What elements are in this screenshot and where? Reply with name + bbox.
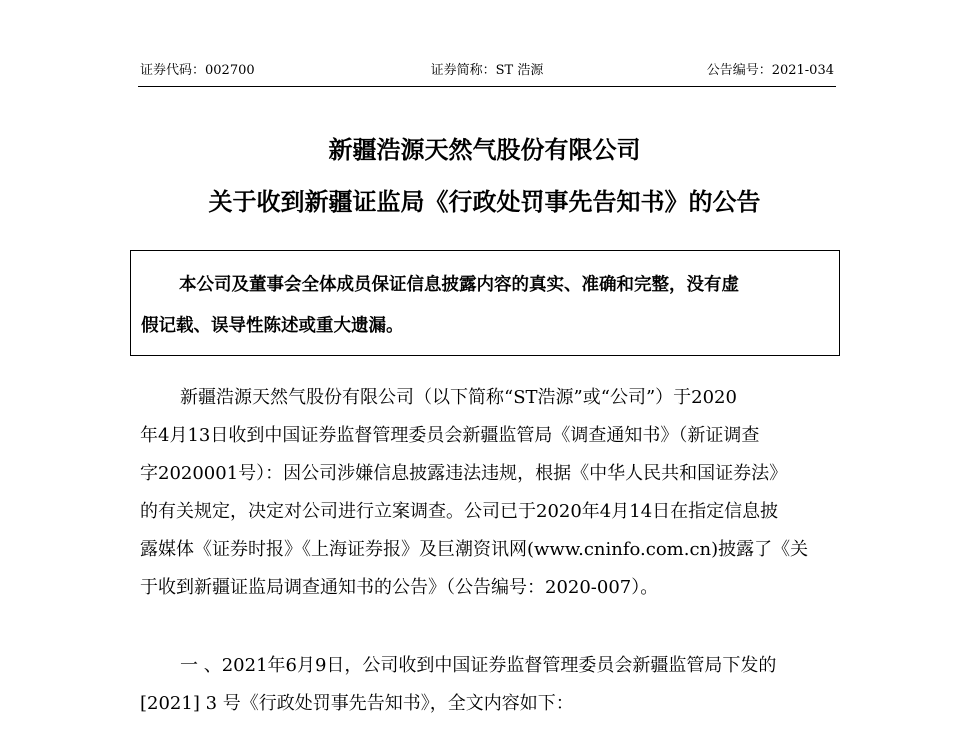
paragraph-line: 一 、2021年6月9日，公司收到中国证券监督管理委员会新疆监管局下发的: [180, 655, 777, 676]
security-abbreviation: 证券简称：ST 浩源: [430, 63, 544, 78]
paragraph-line: 年4月13日收到中国证券监督管理委员会新疆监管局《调查通知书》（新证调查: [140, 425, 760, 446]
disclaimer-line: 本公司及董事会全体成员保证信息披露内容的真实、准确和完整，没有虚: [179, 275, 739, 295]
paragraph-line: 的有关规定，决定对公司进行立案调查。公司已于2020年4月14日在指定信息披: [140, 501, 779, 522]
page-header: [138, 60, 836, 87]
company-title: 新疆浩源天然气股份有限公司: [328, 136, 641, 164]
paragraph-line: 露媒体《证券时报》《上海证券报》及巨潮资讯网(www.cninfo.com.cn)披露了《关: [140, 539, 809, 560]
announcement-number: 公告编号：2021-034: [706, 63, 834, 78]
paragraph-line: 新疆浩源天然气股份有限公司（以下简称“ST浩源”或“公司”）于2020: [180, 387, 737, 408]
disclaimer-line: 假记载、误导性陈述或重大遗漏。: [141, 316, 404, 336]
paragraph-line: 字2020001号）：因公司涉嫌信息披露违法违规，根据《中华人民共和国证券法》: [140, 463, 788, 484]
disclaimer-box: [130, 250, 840, 356]
paragraph-line: [2021] 3 号《行政处罚事先告知书》，全文内容如下：: [140, 693, 574, 714]
paragraph-line: 于收到新疆证监局调查通知书的公告》（公告编号：2020-007）。: [140, 577, 659, 598]
announcement-title: 关于收到新疆证监局《行政处罚事先告知书》的公告: [208, 188, 761, 216]
security-code: 证券代码：002700: [140, 63, 255, 78]
